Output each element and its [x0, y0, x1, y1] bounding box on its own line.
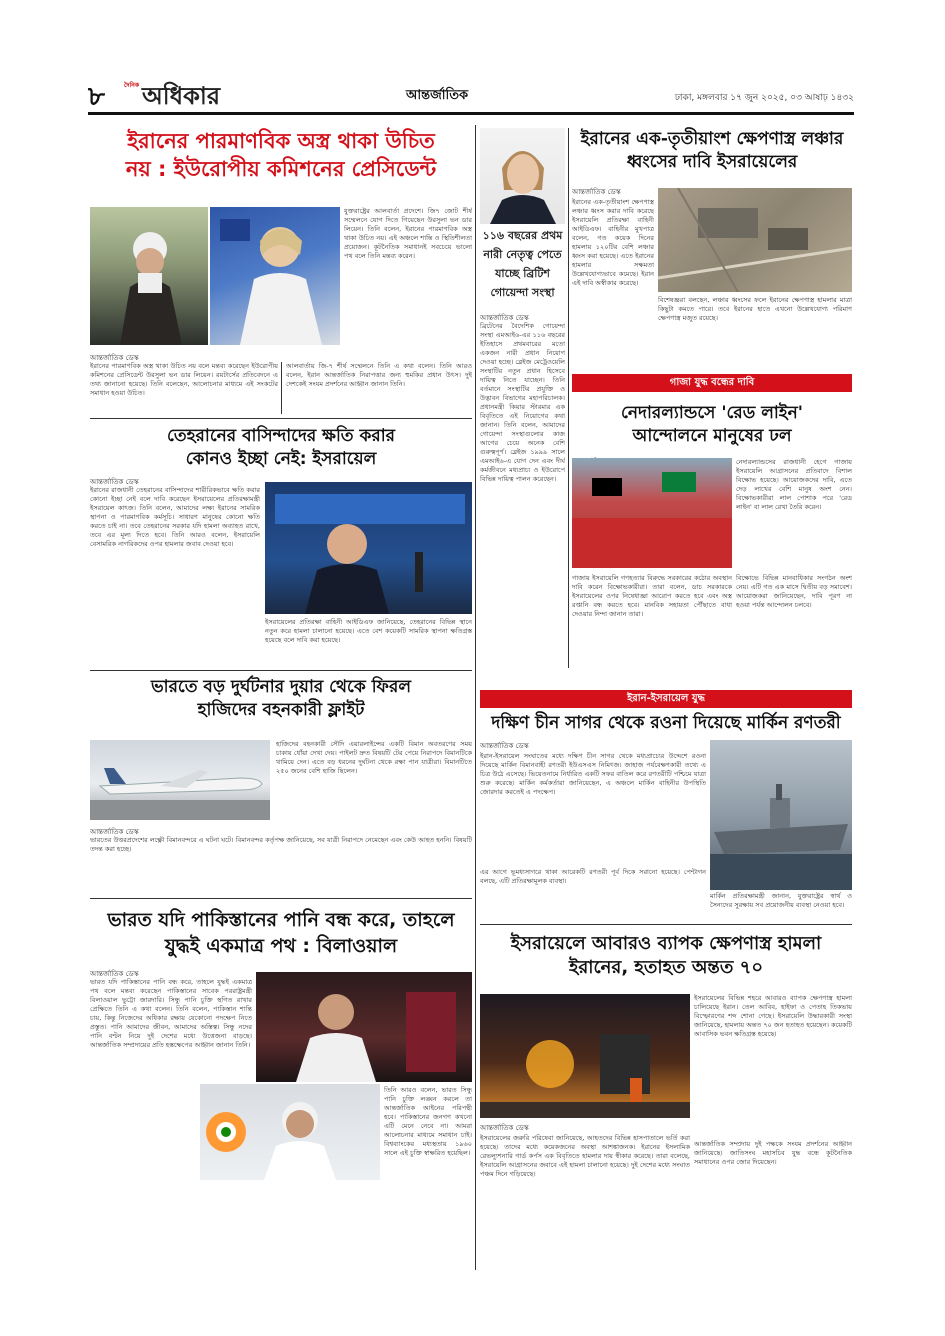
von-der-leyen-figure — [210, 207, 340, 345]
photo-carrier — [710, 740, 852, 890]
khamenei-figure — [90, 207, 208, 345]
headline-line: নয় : ইউরোপীয় কমিশনের প্রেসিডেন্ট — [125, 157, 437, 182]
katz-figure — [265, 482, 472, 614]
headline-line: ইরানের এক-তৃতীয়াংশ ক্ষেপণাস্ত্র লঞ্চার — [580, 129, 844, 149]
column-divider — [281, 362, 282, 414]
photo-airplane — [90, 740, 270, 820]
headline-line: ধ্বংসের দাবি ইসরায়েলের — [626, 151, 798, 172]
carrier-figure — [710, 740, 852, 890]
section-title: আন্তর্জাতিক — [406, 88, 469, 103]
headline-line: আন্দোলনে মানুষের ঢল — [632, 425, 792, 446]
byline: আন্তর্জাতিক ডেস্ক — [572, 188, 621, 196]
headline-line: ভারতে বড় দুর্ঘটনার দুয়ার থেকে ফিরল — [150, 677, 411, 697]
carrier-body-bottom-right: মার্কিন প্রতিরক্ষামন্ত্রী জানান, যুক্তরাষ্ট্রের স্বার্থ ও সৈন্যদের সুরক্ষায় সব প্রয়োজনীয় ব্যবস্থা নেওয়া হবে। — [710, 892, 852, 909]
strike-body-right: ইসরায়েলের বিভিন্ন শহরে আবারও ব্যাপক ক্ষেপণাস্ত্র হামলা চালিয়েছে ইরান। তেল আবিব, হাইফা ও পেতাহ তিকভায় বিস্ফোরণের শব্দ শোনা গেছে। ইসরায়েলি উদ্ধারকারী সংস্থা জানিয়েছে, হামলায় অন্তত ৭০ জন হতাহত হয়েছেন। কয়েকটি আবাসিক ভবন ক্ষতিগ্রস্ত হয়েছে। — [694, 994, 852, 1038]
headline-line: ইসরায়েলে আবারও ব্যাপক ক্ষেপণাস্ত্র হামলা — [510, 933, 822, 954]
page-number: ৮ — [88, 82, 105, 112]
byline: আন্তর্জাতিক ডেস্ক — [480, 742, 529, 750]
dateline: ঢাকা, মঙ্গলবার ১৭ জুন ২০২৫, ০৩ আষাঢ় ১৪৩২ — [674, 93, 854, 103]
photo-satellite — [658, 188, 852, 292]
headline-tehran — [90, 425, 472, 471]
headline-carrier: দক্ষিণ চীন সাগর থেকে রওনা দিয়েছে মার্কিন রণতরী — [491, 713, 841, 733]
carrier-body: ইরান-ইসরায়েল সংঘাতের মধ্যে দক্ষিণ চীন সাগর থেকে মধ্যপ্রাচ্যের উদ্দেশে রওনা দিয়েছে মার্কিন বিমানবাহী রণতরী ইউএসএস নিমিৎজ। জাহাজ পর্যবেক্ষণকারী তথ্যে এ চিত্র উঠে এসেছে। ভিয়েতনামে নির্ধারিত একটি সফর বাতিল করে রণতরীটি পশ্চিমে যাত্রা শুরু করেছে। মার্কিন কর্মকর্তারা জানিয়েছেন, এ অঞ্চলে মার্কিন বাহিনীর উপস্থিতি জোরদার করতেই এ পদক্ষেপ। — [480, 752, 706, 796]
satellite-figure — [658, 188, 852, 292]
column-divider — [475, 125, 476, 1270]
masthead — [88, 72, 854, 115]
photo-red-line-protest — [572, 458, 732, 568]
eu-body-bottom-right: আলবার্তায় জি-৭ শীর্ষ সম্মেলনে তিনি এ কথা বলেন। তিনি আরও বলেন, ইরান আন্তর্জাতিক নিরাপত্তার জন্য হুমকির প্রধান উৎস। দুই দেশকেই সংযম প্রদর্শনের আহ্বান জানান তিনি। — [286, 362, 472, 388]
mi6-body: ব্রিটেনের বৈদেশিক গোয়েন্দা সংস্থা এমআই৬-এর ১১৬ বছরের ইতিহাসে প্রথমবারের মতো একজন নারী প্রধান নিয়োগ দেওয়া হচ্ছে। ব্লেইজ মেট্রেওয়েলি সংস্থাটির নতুন প্রধান হিসেবে দায়িত্ব নিতে যাচ্ছেন। তিনি বর্তমানে সংস্থাটির প্রযুক্তি ও উদ্ভাবন বিভাগের মহাপরিচালক। প্রধানমন্ত্রী কিয়ার স্টারমার এক বিবৃতিতে এই নিয়োগের কথা জানান। তিনি বলেন, আমাদের গোয়েন্দা সংস্থাগুলোর কাজ আগের চেয়ে অনেক বেশি গুরুত্বপূর্ণ। ব্লেইজ ১৯৯৯ সালে এমআই৬-এ যোগ দেন এবং দীর্ঘ কর্মজীবনে মধ্যপ্রাচ্য ও ইউরোপে বিভিন্ন দায়িত্ব পালন করেছেন। — [480, 322, 565, 483]
airplane-figure — [90, 740, 270, 820]
column-divider — [568, 128, 569, 668]
photo-bilawal — [256, 972, 472, 1082]
tehran-body: ইরানের রাজধানী তেহরানের বাসিন্দাদের শারীরিকভাবে ক্ষতি করার কোনো ইচ্ছা নেই বলে দাবি করেছেন ইসরায়েলের প্রতিরক্ষামন্ত্রী ইসরায়েল কাৎজ। তিনি বলেন, আমাদের লক্ষ্য ইরানের সামরিক স্থাপনা ও পারমাণবিক কর্মসূচি। সাধারণ মানুষের কোনো ক্ষতি করতে চাই না। তবে তেহরানের সরকার যদি হামলা অব্যাহত রাখে, তবে এর মূল্য দিতে হবে। তিনি আরও বলেন, ইসরায়েলি বেসামরিক নাগরিকদের ওপর হামলার জবাব দেওয়া হবে। — [90, 486, 260, 548]
byline: আন্তর্জাতিক ডেস্ক — [90, 828, 139, 836]
tehran-body-bottom: ইসরায়েলের প্রতিরক্ষা বাহিনী আইডিএফ জানিয়েছে, তেহরানের বিভিন্ন স্থানে নতুন করে হামলা চালানো হয়েছে। এতে বেশ কয়েকটি সামরিক স্থাপনা ক্ষতিগ্রস্ত হয়েছে বলে দাবি করা হয়েছে। — [265, 618, 472, 644]
logo-side-text: দৈনিক — [124, 82, 140, 89]
photo-khamenei — [90, 207, 208, 345]
netherlands-body-right: নেদারল্যান্ডসের রাজধানী হেগে গাজায় ইসরায়েলি আগ্রাসনের প্রতিবাদে বিশাল বিক্ষোভ হয়েছে। আয়োজকদের দাবি, এতে দেড় লাখের বেশি মানুষ অংশ নেন। বিক্ষোভকারীরা লাল পোশাক পরে 'রেড লাইন' বা লাল রেখা তৈরি করেন। — [736, 458, 852, 511]
byline: আন্তর্জাতিক ডেস্ক — [90, 970, 139, 978]
netherlands-body: গাজায় ইসরায়েলি গণহত্যার বিরুদ্ধে সরকারের কঠোর অবস্থান দাবি করেন বিক্ষোভকারীরা। তারা বলেন, ডাচ সরকারকে ইসরায়েলের ওপর নিষেধাজ্ঞা আরোপ করতে হবে এবং অস্ত্র রপ্তানি বন্ধ করতে হবে। মানবিক সহায়তা পৌঁছাতে বাধা দেওয়ার নিন্দা জানান তারা। — [572, 574, 732, 618]
headline-line: কোনও ইচ্ছা নেই: ইসরায়েল — [185, 448, 377, 469]
protest-figure — [572, 458, 732, 568]
headline-line: হাজিদের বহনকারী ফ্লাইট — [197, 699, 365, 720]
pakistan-body-right: তিনি আরও বলেন, ভারত সিন্ধু পানি চুক্তি লঙ্ঘন করলে তা আন্তর্জাতিক আইনের পরিপন্থী হবে। পাকিস্তানের জনগণ কখনো এটি মেনে নেবে না। আমরা আলোচনার মাধ্যমে সমাধান চাই। বিশ্বব্যাংকের মধ্যস্থতায় ১৯৬০ সালে এই চুক্তি স্বাক্ষরিত হয়েছিল। — [384, 1086, 472, 1157]
photo-von-der-leyen — [210, 207, 340, 345]
logo: অধিকার — [142, 81, 221, 110]
divider — [90, 418, 472, 419]
mi6-caption: ১১৬ বছরের প্রথম নারী নেতৃত্ব পেতে যাচ্ছে ব্রিটিশ গোয়েন্দা সংস্থা — [482, 229, 563, 299]
hajj-body-bottom: ভারতের উত্তরপ্রদেশের লক্ষ্ণৌ বিমানবন্দরে এ ঘটনা ঘটে। বিমানবন্দর কর্তৃপক্ষ জানিয়েছে, সব যাত্রী নিরাপদে নেমেছেন এবং কেউ আহত হননি। বিষয়টি তদন্ত করা হচ্ছে। — [90, 836, 472, 853]
headline-netherlands — [572, 402, 852, 448]
byline: আন্তর্জাতিক ডেস্ক — [480, 314, 529, 322]
band-gaza: গাজা যুদ্ধ বন্ধের দাবি — [572, 374, 852, 392]
eu-body-right: যুক্তরাষ্ট্রের আলবার্তা প্রদেশে। জি৭ জোট শীর্ষ সম্মেলনে যোগ দিতে গিয়েছেন উরসুলা ভন ডার লিয়েন। তিনি বলেন, ইরানের পারমাণবিক অস্ত্র থাকা উচিত নয়। এই অঞ্চলে শান্তি ও স্থিতিশীলতা প্রয়োজন। কূটনৈতিক সমাধানই সবচেয়ে ভালো পথ বলে তিনি মন্তব্য করেন। — [344, 207, 472, 260]
photo-mi6-chief — [480, 128, 565, 224]
modi-figure — [200, 1084, 380, 1180]
divider — [90, 670, 472, 671]
band-iran-israel: ইরান-ইসরায়েল যুদ্ধ — [480, 690, 852, 708]
strike-body-bottom-right: আন্তর্জাতিক সম্প্রদায় দুই পক্ষকে সংযম প্রদর্শনের আহ্বান জানিয়েছে। জাতিসংঘ মহাসচিব যুদ্ধ বন্ধে কূটনৈতিক সমাধানের ওপর জোর দিয়েছেন। — [694, 1140, 852, 1166]
headline-line: ভারত যদি পাকিস্তানের পানি বন্ধ করে, তাহলে — [107, 909, 455, 931]
headline-eu — [90, 127, 472, 184]
byline: আন্তর্জাতিক ডেস্ক — [480, 1124, 529, 1132]
strike-body: ইসরায়েলের জরুরি পরিষেবা জানিয়েছে, আহতদের বিভিন্ন হাসপাতালে ভর্তি করা হয়েছে। তাদের মধ্যে কয়েকজনের অবস্থা আশঙ্কাজনক। ইরানের ইসলামিক রেভল্যুশনারি গার্ড কর্পস এক বিবৃতিতে হামলার দায় স্বীকার করেছে। তারা বলেছে, ইসরায়েলি আগ্রাসনের জবাবে এই হামলা চালানো হয়েছে। দুই দেশের মধ্যে সংঘাত পঞ্চম দিনে গড়িয়েছে। — [480, 1134, 690, 1178]
divider — [480, 924, 852, 925]
photo-modi — [200, 1084, 380, 1180]
netherlands-body-right2: বিক্ষোভে বিভিন্ন মানবাধিকার সংগঠন অংশ নেয়। এটি গত এক মাসে দ্বিতীয় বড় সমাবেশ। আয়োজকরা জানিয়েছেন, দাবি পূরণ না হওয়া পর্যন্ত আন্দোলন চলবে। — [736, 574, 852, 609]
headline-hajj — [90, 676, 472, 722]
headline-strike — [480, 932, 852, 981]
headline-iran-missile — [572, 128, 852, 174]
eu-body-bottom: ইরানের পারমাণবিক অস্ত্র থাকা উচিত নয় বলে মন্তব্য করেছেন ইউরোপীয় কমিশনের প্রেসিডেন্ট উরসুলা ভন ডার লিয়েন। রয়টার্সের প্রতিবেদনে এ তথ্য জানানো হয়েছে। তিনি বলেছেন, আলোচনার মাধ্যমে এই সংকটের সমাধান হওয়া উচিত। — [90, 362, 278, 397]
bilawal-figure — [256, 972, 472, 1082]
photo-strike-scene — [480, 994, 690, 1118]
carrier-body-bottom: এর আগে ভূমধ্যসাগরে থাকা আরেকটি রণতরী পূর্ব দিকে সরানো হয়েছে। পেন্টাগন বলছে, এটি প্রতিরক্ষামূলক ব্যবস্থা। — [480, 868, 706, 885]
divider — [90, 898, 472, 899]
strike-figure — [480, 994, 690, 1118]
headline-line: ইরানের, হতাহত অন্তত ৭০ — [568, 957, 764, 979]
headline-line: যুদ্ধই একমাত্র পথ : বিলাওয়াল — [164, 934, 398, 957]
pakistan-body: ভারত যদি পাকিস্তানের পানি বন্ধ করে, তাহলে যুদ্ধই একমাত্র পথ বলে মন্তব্য করেছেন পাকিস্তানের সাবেক পররাষ্ট্রমন্ত্রী বিলাওয়াল ভুট্টো জারদারি। সিন্ধু পানি চুক্তি স্থগিত রাখার প্রেক্ষিতে তিনি এ কথা বলেন। তিনি বলেন, পাকিস্তান শান্তি চায়, কিন্তু নিজেদের অধিকার রক্ষায় যেকোনো পদক্ষেপ নিতে প্রস্তুত। পানি আমাদের জীবন, আমাদের অস্তিত্ব। সিন্ধু নদের পানি বণ্টন নিয়ে দুই দেশের মধ্যে উত্তেজনা বাড়ছে। আন্তর্জাতিক সম্প্রদায়ের প্রতি হস্তক্ষেপের আহ্বান জানান তিনি। — [90, 978, 252, 1049]
byline: আন্তর্জাতিক ডেস্ক — [90, 478, 139, 486]
headline-line: তেহরানের বাসিন্দাদের ক্ষতি করার — [166, 426, 396, 446]
headline-line: ইরানের পারমাণবিক অস্ত্র থাকা উচিত — [127, 129, 435, 153]
photo-katz — [265, 482, 472, 614]
byline: আন্তর্জাতিক ডেস্ক — [90, 354, 139, 362]
headline-line: নেদারল্যান্ডসে 'রেড লাইন' — [620, 403, 803, 423]
mi6-chief-figure — [480, 128, 565, 224]
hajj-body-right: হাজিদের বহনকারী সৌদি এয়ারলাইন্সের একটি বিমান অবতরণের সময় চাকায় ধোঁয়া দেখা দেয়। পাইলট দ্রুত বিষয়টি টের পেয়ে নিরাপদে বিমানটিকে থামিয়ে দেন। এতে বড় ধরনের দুর্ঘটনা থেকে রক্ষা পান যাত্রীরা। বিমানটিতে ২৫০ জনের বেশি হাজি ছিলেন। — [276, 740, 472, 775]
iran-missile-body: ইরানের এক-তৃতীয়াংশ ক্ষেপণাস্ত্র লঞ্চার ধ্বংস করার দাবি করেছে ইসরায়েলি প্রতিরক্ষা বাহিনী আইডিএফ। বাহিনীর মুখপাত্র বলেন, গত কয়েক দিনের হামলায় ১২০টির বেশি লঞ্চার ধ্বংস করা হয়েছে। এতে ইরানের হামলার সক্ষমতা উল্লেখযোগ্যভাবে কমেছে। ইরান এই দাবি অস্বীকার করেছে। — [572, 198, 654, 287]
iran-missile-body-right: বিশেষজ্ঞরা বলছেন, লঞ্চার ধ্বংসের ফলে ইরানের ক্ষেপণাস্ত্র হামলার মাত্রা কিছুটা কমতে পারে। তবে ইরানের হাতে এখনো উল্লেখযোগ্য পরিমাণ ক্ষেপণাস্ত্র মজুত রয়েছে। — [658, 296, 852, 322]
headline-pakistan — [90, 908, 472, 959]
